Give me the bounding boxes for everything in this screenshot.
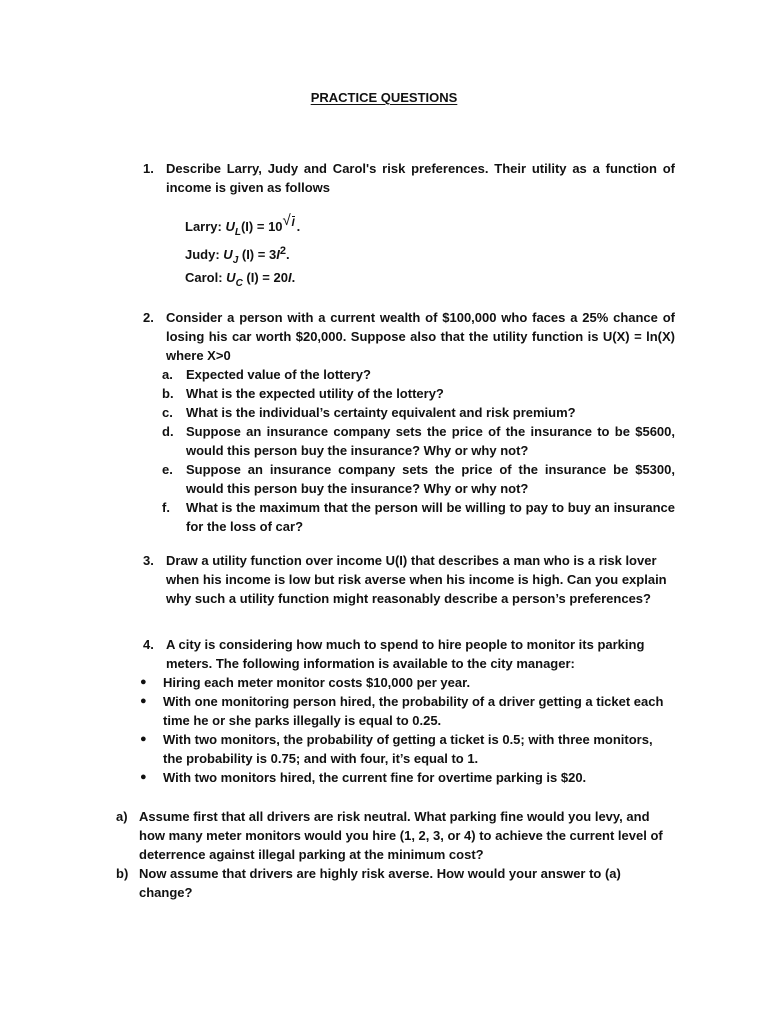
utility-subscript: L <box>234 227 241 238</box>
utility-symbol: U <box>226 270 236 285</box>
part-label: a) <box>116 809 128 824</box>
question-text: Consider a person with a current wealth of $100,000 who faces a 25% chance of losing his car worth $20,000. Suppose also that the utility function is U(X) = ln(X) where X>0 <box>166 310 675 363</box>
sub-question <box>143 498 675 536</box>
bullet-icon: ● <box>140 695 147 707</box>
page-title: PRACTICE QUESTIONS <box>310 90 458 105</box>
utility-end: . <box>291 270 296 285</box>
sub-question-list <box>143 365 675 536</box>
bullet-text: With two monitors hired, the current fine for overtime parking is $20. <box>163 770 587 785</box>
utility-variable: I <box>287 270 292 285</box>
sub-question-text: What is the expected utility of the lottery? <box>186 386 444 401</box>
utility-argument: (I) <box>238 247 255 262</box>
bullet-text: With one monitoring person hired, the probability of a driver getting a ticket each time he or she parks illegally is equal to 0.25. <box>163 694 664 728</box>
sub-question <box>143 403 675 422</box>
sub-question-text: What is the maximum that the person will be willing to pay to buy an insurance for the loss of car? <box>186 500 675 534</box>
utility-carol <box>185 268 295 289</box>
root-argument: I <box>291 217 295 229</box>
question-text: A city is considering how much to spend to hire people to monitor its parking meters. The following information is available to the city manager: <box>166 637 645 671</box>
utility-symbol: U <box>223 247 233 262</box>
sub-question <box>143 422 675 460</box>
part-b <box>116 864 676 902</box>
sub-question-letter: e. <box>162 462 173 477</box>
question-text: Describe Larry, Judy and Carol's risk preferences. Their utility as a function of income is given as follows <box>166 161 675 195</box>
bullet-text: Hiring each meter monitor costs $10,000 per year. <box>163 675 471 690</box>
part-label: b) <box>116 866 129 881</box>
square-root <box>282 212 297 238</box>
radical-sign-icon: √ <box>282 212 291 229</box>
part-text: Assume first that all drivers are risk neutral. What parking fine would you levy, and how many meter monitors would you hire (1, 2, 3, or 4) to achieve the current level of deterrence against illegal parking at the minimum cost? <box>139 809 663 862</box>
sub-question <box>143 460 675 498</box>
sub-question-letter: d. <box>162 424 174 439</box>
question-number: 1. <box>143 161 154 176</box>
utility-end: . <box>285 247 290 262</box>
utility-end: . <box>296 219 301 234</box>
sub-question-letter: a. <box>162 367 173 382</box>
question-1 <box>143 159 675 197</box>
utility-subscript: C <box>235 278 243 289</box>
utility-argument: (I) <box>242 270 259 285</box>
utility-argument: (I) <box>240 219 254 234</box>
utility-equals: = 20 <box>258 270 288 285</box>
utility-exponent: 2 <box>279 245 286 257</box>
person-name: Carol: <box>185 270 227 285</box>
utility-equals: = 10 <box>253 219 283 234</box>
part-text: Now assume that drivers are highly risk averse. How would your answer to (a) change? <box>139 866 621 900</box>
question-3 <box>143 551 675 608</box>
sub-question-letter: b. <box>162 386 174 401</box>
question-number: 3. <box>143 553 154 568</box>
utility-judy <box>185 245 290 266</box>
utility-symbol: U <box>225 219 235 234</box>
sub-question-text: Expected value of the lottery? <box>186 367 371 382</box>
utility-variable: I <box>276 247 280 262</box>
bullet-item <box>140 673 675 692</box>
sub-question <box>143 384 675 403</box>
utility-subscript: J <box>232 255 239 266</box>
sub-question <box>143 365 675 384</box>
part-a <box>116 807 676 864</box>
sub-question-text: Suppose an insurance company sets the price of the insurance be $5300, would this person buy the insurance? Why or why not? <box>186 462 675 496</box>
bullet-icon: ● <box>140 733 147 745</box>
bullet-list <box>140 673 675 787</box>
bullet-item <box>140 692 675 730</box>
utility-equals: = 3 <box>254 247 277 262</box>
question-text: Draw a utility function over income U(I) that describes a man who is a risk lover when his income is low but risk averse when his income is high. Can you explain why such a utility function might reasonably describe a person’s preferences? <box>166 553 667 606</box>
question-number: 2. <box>143 310 154 325</box>
sub-question-letter: f. <box>162 500 170 515</box>
bullet-icon: ● <box>140 676 147 688</box>
bullet-item <box>140 768 675 787</box>
question-4 <box>140 635 675 787</box>
person-name: Larry: <box>185 219 226 234</box>
sub-question-letter: c. <box>162 405 173 420</box>
question-number: 4. <box>143 637 154 652</box>
bullet-item <box>140 730 675 768</box>
sub-question-text: What is the individual’s certainty equivalent and risk premium? <box>186 405 576 420</box>
question-2 <box>143 308 675 536</box>
utility-larry <box>185 212 301 238</box>
person-name: Judy: <box>185 247 224 262</box>
bullet-text: With two monitors, the probability of getting a ticket is 0.5; with three monitors, the probability is 0.75; and with four, it’s equal to 1. <box>163 732 653 766</box>
bullet-icon: ● <box>140 771 147 783</box>
sub-question-text: Suppose an insurance company sets the price of the insurance to be $5600, would this person buy the insurance? Why or why not? <box>186 424 675 458</box>
